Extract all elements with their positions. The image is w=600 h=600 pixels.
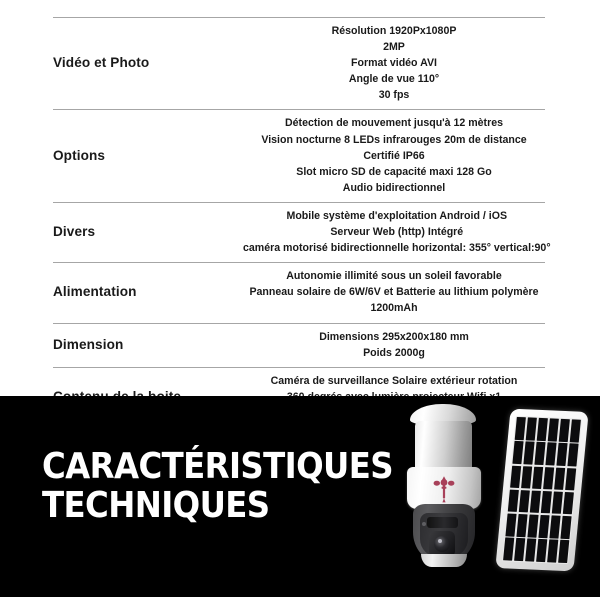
solar-security-camera-image <box>396 404 492 579</box>
spec-value: Autonomie illimité sous un soleil favorable <box>286 270 502 283</box>
solar-cell <box>536 539 547 562</box>
solar-cell <box>521 466 532 489</box>
row-values-divers <box>243 203 551 262</box>
solar-cell <box>547 539 558 562</box>
solar-cell <box>530 490 541 513</box>
banner-section <box>0 396 600 597</box>
solar-panel-image <box>495 409 588 572</box>
solar-cell <box>537 418 548 441</box>
row-label-alimentation: Alimentation <box>53 284 137 300</box>
spec-value: Caméra de surveillance Solaire extérieur rotation <box>270 374 518 387</box>
spec-value: Mobile système d'exploitation Android / iOS <box>286 209 508 222</box>
solar-cell <box>525 539 536 562</box>
table-row <box>53 323 545 367</box>
solar-cell <box>534 442 545 465</box>
table-row <box>53 202 551 262</box>
solar-cell <box>538 515 549 538</box>
spec-value: Audio bidirectionnel <box>342 181 446 194</box>
spec-value: 1200mAh <box>370 302 418 315</box>
solar-cell <box>508 489 519 512</box>
solar-cell <box>527 514 538 537</box>
spec-table-body <box>53 17 551 428</box>
spec-value: 30 fps <box>378 89 410 102</box>
spec-value: Angle de vue 110° <box>348 73 440 86</box>
camera-base <box>421 554 467 567</box>
spec-value: Serveur Web (http) Intégré <box>330 226 464 239</box>
spec-value: Slot micro SD de capacité maxi 128 Go <box>296 165 492 178</box>
solar-cell <box>526 418 537 441</box>
page-title <box>42 448 393 525</box>
page-title-line-2: TECHNIQUES <box>42 484 270 526</box>
solar-cell <box>549 515 560 538</box>
solar-cell <box>541 491 552 514</box>
solar-cell <box>548 419 559 442</box>
solar-cell <box>519 490 530 513</box>
infrared-led-strip-icon <box>427 517 458 528</box>
row-values-alimentation <box>243 263 545 322</box>
row-values-video-et-photo <box>243 18 545 109</box>
solar-cell <box>551 491 562 514</box>
spec-value: caméra motorisé bidirectionnelle horizontal: 355° vertical:90° <box>243 242 551 255</box>
solar-cell <box>565 468 576 491</box>
row-label-options: Options <box>53 147 106 163</box>
spec-value: 2MP <box>383 41 405 54</box>
solar-cell <box>554 467 565 490</box>
sensor-dot-icon <box>422 522 426 526</box>
row-values-dimension <box>243 324 545 367</box>
table-row <box>53 262 545 322</box>
spec-value: Dimensions 295x200x180 mm <box>319 330 469 343</box>
spec-value: Vision nocturne 8 LEDs infrarouges 20m de distance <box>261 133 527 146</box>
spec-value: Résolution 1920Px1080P <box>331 25 457 37</box>
solar-cell <box>558 540 569 563</box>
solar-cell <box>514 538 525 561</box>
row-label-divers: Divers <box>53 224 96 240</box>
solar-cell <box>503 538 514 561</box>
row-label-video-et-photo: Vidéo et Photo <box>53 55 150 71</box>
solar-cell <box>543 467 554 490</box>
solar-cell <box>516 514 527 537</box>
solar-panel-cells <box>502 416 582 564</box>
camera-brand-logo-icon <box>432 474 456 506</box>
table-row <box>53 17 545 109</box>
solar-cell <box>532 466 543 489</box>
solar-cell <box>562 492 573 515</box>
spec-value: Poids 2000g <box>363 346 425 359</box>
spec-value: Format vidéo AVI <box>351 57 437 70</box>
spec-value: Certifié IP66 <box>363 149 425 162</box>
solar-cell <box>513 441 524 464</box>
row-values-options <box>243 110 545 201</box>
solar-cell <box>506 513 517 536</box>
spec-value: Panneau solaire de 6W/6V et Batterie au lithium polymère <box>249 286 539 299</box>
solar-cell <box>523 442 534 465</box>
solar-cell <box>545 443 556 466</box>
solar-cell <box>560 516 571 539</box>
solar-cell <box>510 465 521 488</box>
page-title-line-1: CARACTÉRISTIQUES <box>42 446 393 487</box>
solar-cell <box>515 417 526 440</box>
camera-lens-icon <box>434 536 450 552</box>
lens-glint <box>438 539 442 543</box>
solar-cell <box>567 444 578 467</box>
table-row <box>53 109 545 201</box>
solar-cell <box>569 420 580 443</box>
solar-cell <box>556 443 567 466</box>
solar-cell <box>558 419 569 442</box>
spec-value: Détection de mouvement jusqu'à 12 mètres <box>285 117 503 130</box>
row-label-dimension: Dimension <box>53 336 124 352</box>
